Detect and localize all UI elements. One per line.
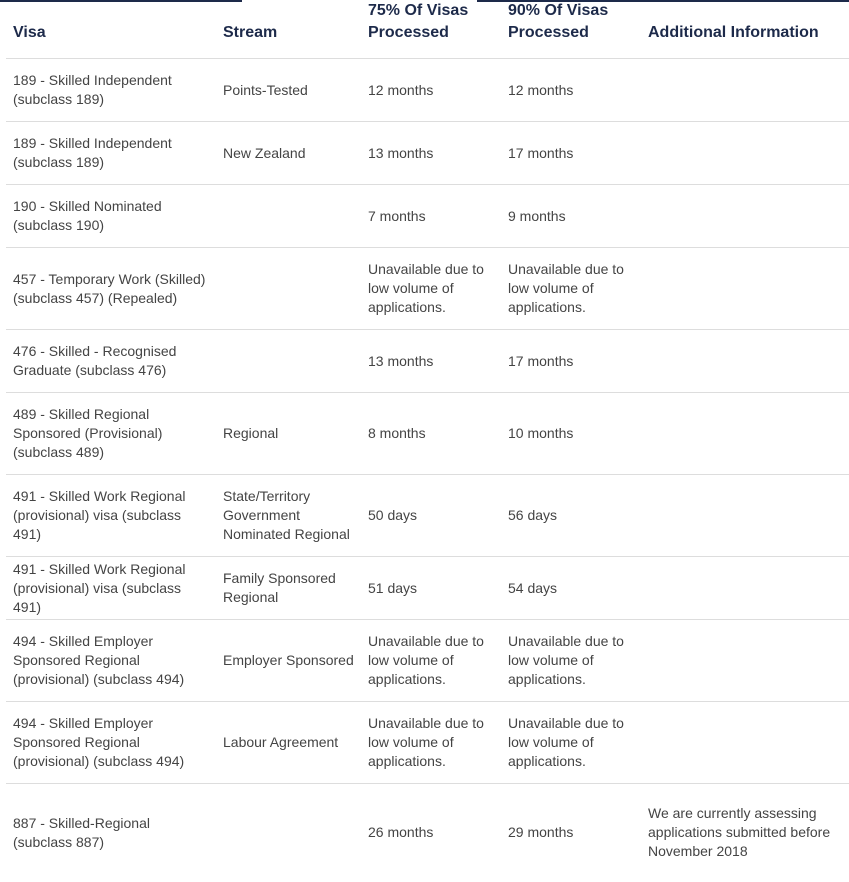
cell-90-percent: Unavailable due to low volume of applications. bbox=[501, 702, 641, 784]
cell-stream: Points-Tested bbox=[216, 59, 361, 122]
cell-additional-info: We are currently assessing applications submitted before November 2018 bbox=[648, 805, 831, 860]
cell-visa: 887 - Skilled-Regional (subclass 887) bbox=[13, 814, 150, 850]
cell-stream: Regional bbox=[216, 393, 361, 475]
cell-90-percent: Unavailable due to low volume of applications. bbox=[501, 248, 641, 330]
table-body bbox=[6, 59, 849, 882]
cell-90-percent: 17 months bbox=[501, 330, 641, 393]
table-row bbox=[6, 330, 849, 393]
table-row bbox=[6, 122, 849, 185]
cell-visa: 189 - Skilled Independent (subclass 189) bbox=[6, 122, 216, 185]
cell-stream: Family Sponsored Regional bbox=[216, 557, 361, 620]
cell-additional-info bbox=[641, 330, 849, 393]
cell-visa: 189 - Skilled Independent (subclass 189) bbox=[6, 59, 216, 122]
cell-stream bbox=[216, 185, 361, 248]
cell-visa: 491 - Skilled Work Regional (provisional) visa (subclass 491) bbox=[6, 557, 216, 620]
cell-90-percent: 9 months bbox=[501, 185, 641, 248]
cell-additional-info bbox=[641, 248, 849, 330]
column-header-stream: Stream bbox=[216, 0, 361, 59]
cell-75-percent: 7 months bbox=[361, 185, 501, 248]
cell-75-percent: 13 months bbox=[361, 122, 501, 185]
column-header-visa: Visa bbox=[6, 0, 216, 59]
cell-75-percent: 8 months bbox=[361, 393, 501, 475]
cell-stream: State/Territory Government Nominated Regional bbox=[216, 475, 361, 557]
cell-visa: 190 - Skilled Nominated (subclass 190) bbox=[6, 185, 216, 248]
cell-visa: 491 - Skilled Work Regional (provisional) visa (subclass 491) bbox=[6, 475, 216, 557]
visa-processing-times-table bbox=[6, 0, 849, 882]
cell-90-percent: 29 months bbox=[508, 824, 574, 841]
cell-75-percent: 51 days bbox=[361, 557, 501, 620]
cell-75-percent: 26 months bbox=[368, 824, 434, 841]
cell-90-percent: 56 days bbox=[501, 475, 641, 557]
cell-stream: Labour Agreement bbox=[216, 702, 361, 784]
table-header bbox=[6, 0, 849, 59]
table-row bbox=[6, 185, 849, 248]
table-row bbox=[6, 784, 849, 882]
cell-additional-info bbox=[641, 185, 849, 248]
cell-90-percent: 17 months bbox=[501, 122, 641, 185]
cell-additional-info bbox=[641, 393, 849, 475]
cell-90-percent: 12 months bbox=[501, 59, 641, 122]
cell-visa: 489 - Skilled Regional Sponsored (Provisional) (subclass 489) bbox=[6, 393, 216, 475]
cell-additional-info bbox=[641, 702, 849, 784]
cell-75-percent: 12 months bbox=[361, 59, 501, 122]
cell-visa: 457 - Temporary Work (Skilled) (subclass 457) (Repealed) bbox=[6, 248, 216, 330]
cell-additional-info bbox=[641, 122, 849, 185]
cell-stream bbox=[216, 784, 361, 882]
header-row bbox=[6, 0, 849, 59]
cell-additional-info bbox=[641, 557, 849, 620]
column-header-90-percent: 90% Of Visas Processed bbox=[501, 0, 641, 59]
cell-visa: 476 - Skilled - Recognised Graduate (subclass 476) bbox=[6, 330, 216, 393]
cell-75-percent: Unavailable due to low volume of applications. bbox=[361, 248, 501, 330]
cell-additional-info bbox=[641, 59, 849, 122]
table-row bbox=[6, 702, 849, 784]
cell-stream bbox=[216, 330, 361, 393]
table-row bbox=[6, 393, 849, 475]
cell-75-percent: Unavailable due to low volume of applications. bbox=[361, 620, 501, 702]
table-row bbox=[6, 620, 849, 702]
table-row bbox=[6, 557, 849, 620]
cell-stream: New Zealand bbox=[216, 122, 361, 185]
cell-additional-info bbox=[641, 620, 849, 702]
cell-90-percent: 10 months bbox=[501, 393, 641, 475]
table-row bbox=[6, 248, 849, 330]
cell-visa: 494 - Skilled Employer Sponsored Regional (provisional) (subclass 494) bbox=[6, 620, 216, 702]
column-header-additional-info: Additional Information bbox=[641, 0, 849, 59]
cell-90-percent: Unavailable due to low volume of applications. bbox=[501, 620, 641, 702]
table-row bbox=[6, 475, 849, 557]
cell-additional-info bbox=[641, 475, 849, 557]
cell-75-percent: 50 days bbox=[361, 475, 501, 557]
cell-stream: Employer Sponsored bbox=[216, 620, 361, 702]
cell-visa: 494 - Skilled Employer Sponsored Regional (provisional) (subclass 494) bbox=[6, 702, 216, 784]
cell-stream bbox=[216, 248, 361, 330]
table-row bbox=[6, 59, 849, 122]
cell-75-percent: Unavailable due to low volume of applications. bbox=[361, 702, 501, 784]
column-header-75-percent: 75% Of Visas Processed bbox=[361, 0, 501, 59]
cell-75-percent: 13 months bbox=[361, 330, 501, 393]
cell-90-percent: 54 days bbox=[501, 557, 641, 620]
